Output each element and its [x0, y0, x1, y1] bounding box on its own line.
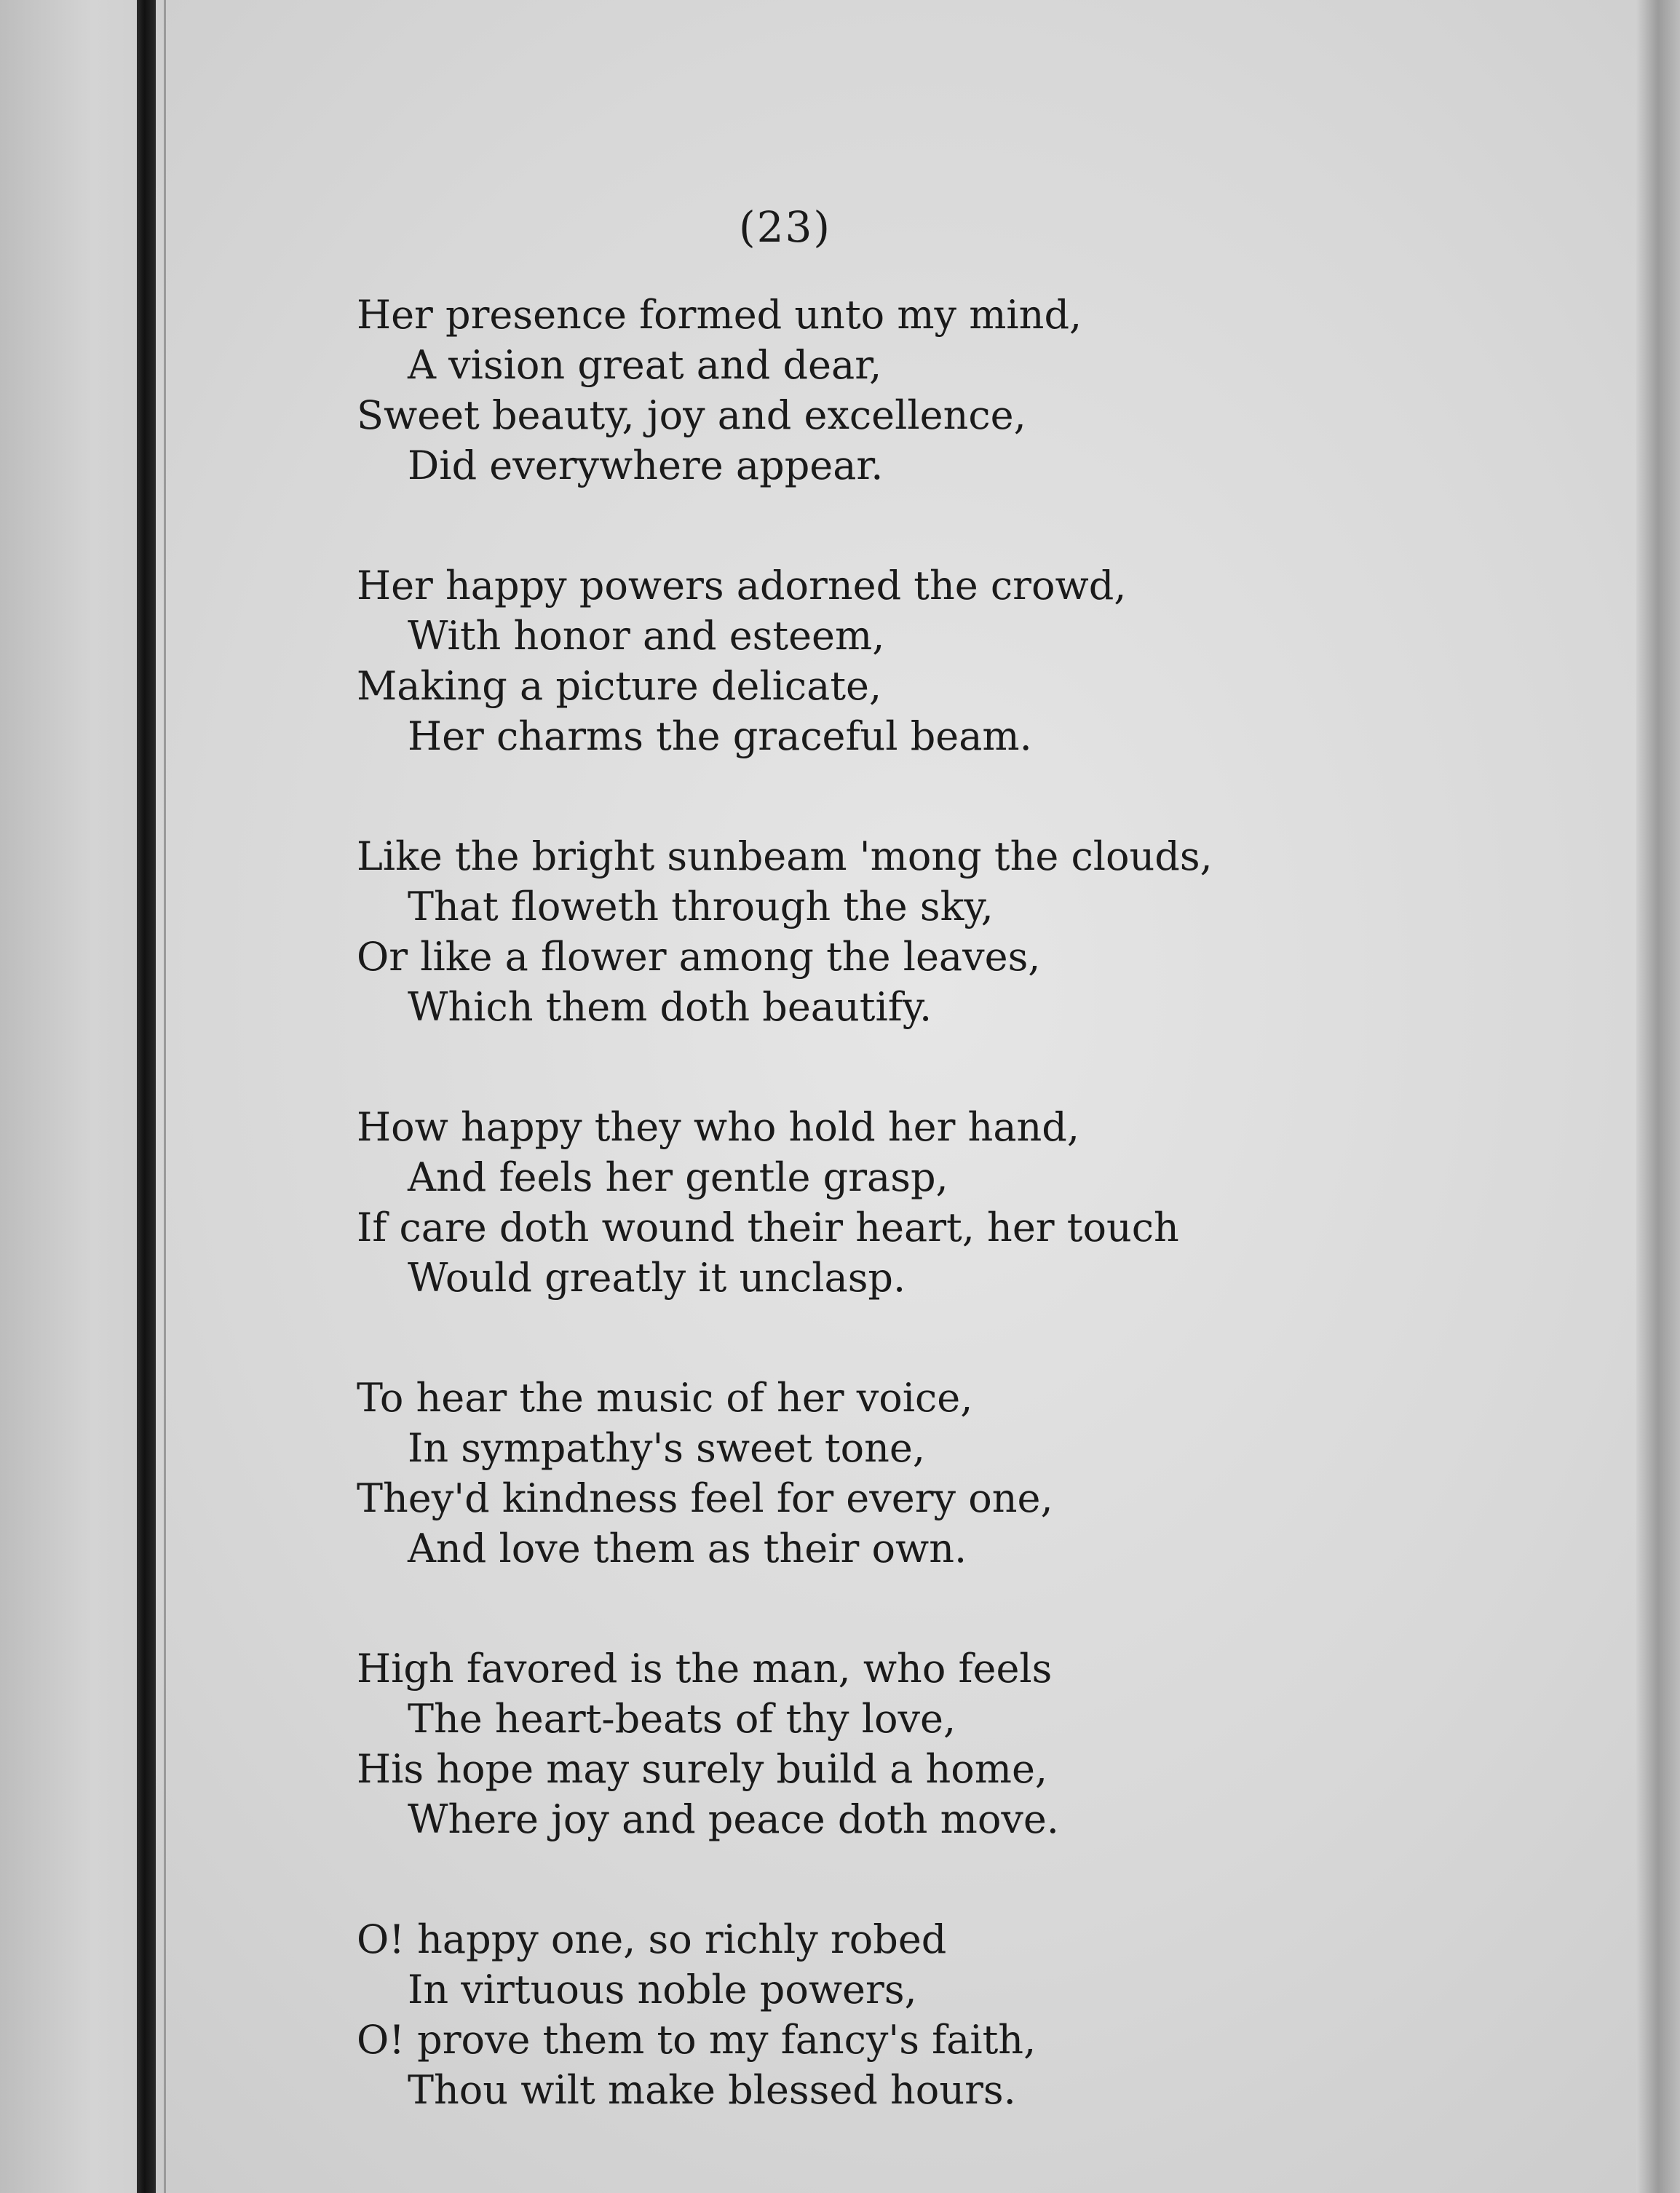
- poem-line: O! happy one, so richly robed: [357, 1916, 947, 1962]
- poem-line: Her charms the graceful beam.: [408, 713, 1032, 759]
- page-gutter: [0, 0, 153, 2193]
- poem-line: Did everywhere appear.: [408, 443, 884, 488]
- poem-body: [357, 290, 1303, 2185]
- poem-line: High favored is the man, who feels: [357, 1646, 1053, 1692]
- poem-line: Which them doth beautify.: [408, 984, 932, 1030]
- book-spine-shadow: [137, 0, 156, 2193]
- poem-line: And feels her gentle grasp,: [408, 1154, 948, 1200]
- poem-line: Making a picture delicate,: [357, 663, 882, 709]
- poem-line: Her presence formed unto my mind,: [357, 292, 1082, 338]
- poem-line: A vision great and dear,: [408, 342, 882, 388]
- poem-line: O! prove them to my fancy's faith,: [357, 2017, 1037, 2063]
- poem-line: Thou wilt make blessed hours.: [408, 2067, 1016, 2113]
- poem-stanza: [357, 1914, 1303, 2115]
- poem-stanza: [357, 1373, 1303, 1574]
- poem-line: Would greatly it unclasp.: [408, 1255, 906, 1301]
- poem-stanza: [357, 290, 1303, 491]
- poem-stanza: [357, 1643, 1303, 1844]
- margin-line: [164, 0, 166, 2193]
- poem-line: Like the bright sunbeam 'mong the clouds,: [357, 833, 1213, 879]
- poem-line: And love them as their own.: [408, 1526, 967, 1571]
- poem-line: Her happy powers adorned the crowd,: [357, 563, 1127, 608]
- poem-line: Where joy and peace doth move.: [408, 1796, 1059, 1842]
- poem-stanza: [357, 560, 1303, 761]
- poem-line: Sweet beauty, joy and excellence,: [357, 392, 1026, 438]
- poem-line: The heart-beats of thy love,: [408, 1696, 956, 1742]
- poem-line: How happy they who hold her hand,: [357, 1104, 1080, 1150]
- poem-line: In virtuous noble powers,: [408, 1967, 917, 2012]
- page-number: (23): [739, 202, 832, 252]
- poem-line: In sympathy's sweet tone,: [408, 1425, 925, 1471]
- poem-line: Or like a flower among the leaves,: [357, 934, 1041, 980]
- page-right-edge: [1636, 0, 1680, 2193]
- poem-line: With honor and esteem,: [408, 613, 885, 659]
- poem-stanza: [357, 1102, 1303, 1303]
- poem-line: If care doth wound their heart, her touch: [357, 1205, 1179, 1250]
- poem-line: His hope may surely build a home,: [357, 1746, 1048, 1792]
- poem-line: That floweth through the sky,: [408, 884, 994, 929]
- poem-stanza: [357, 831, 1303, 1032]
- poem-line: To hear the music of her voice,: [357, 1375, 973, 1421]
- poem-line: They'd kindness feel for every one,: [357, 1475, 1053, 1521]
